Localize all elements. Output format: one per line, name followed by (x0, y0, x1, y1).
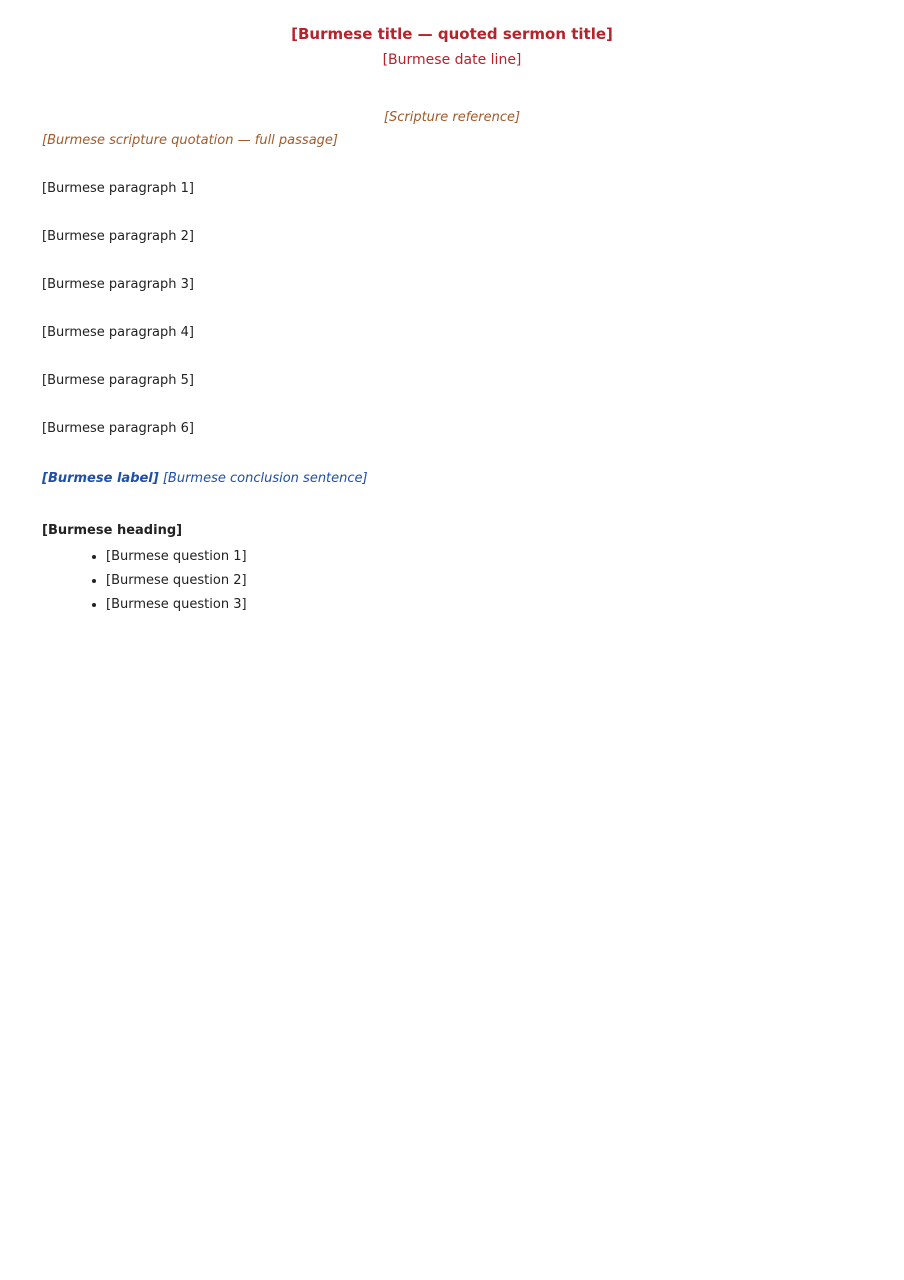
conclusion-label: [Burmese label] (42, 471, 159, 486)
conclusion-text: [Burmese conclusion sentence] (162, 471, 368, 486)
body-paragraph-4: [Burmese paragraph 4] (42, 325, 194, 340)
body-paragraph-1: [Burmese paragraph 1] (42, 181, 194, 196)
question-item-3: • [Burmese question 3] (106, 594, 862, 616)
questions-list (42, 546, 862, 616)
question-item-1: • [Burmese question 1] (106, 546, 862, 568)
scripture-reference: [Scripture reference] (383, 110, 521, 125)
questions-heading: [Burmese heading] (42, 523, 183, 538)
date-line: [Burmese date line] (382, 52, 522, 68)
conclusion (42, 468, 862, 490)
body-paragraph-3: [Burmese paragraph 3] (42, 277, 194, 292)
page-title: [Burmese title — quoted sermon title] (291, 25, 613, 43)
body-paragraph-2: [Burmese paragraph 2] (42, 229, 194, 244)
body-paragraph-5: [Burmese paragraph 5] (42, 373, 194, 388)
question-item-2: • [Burmese question 2] (106, 570, 862, 592)
scripture-quote: [Burmese scripture quotation — full passage] (42, 133, 338, 148)
body-paragraph-6: [Burmese paragraph 6] (42, 421, 194, 436)
